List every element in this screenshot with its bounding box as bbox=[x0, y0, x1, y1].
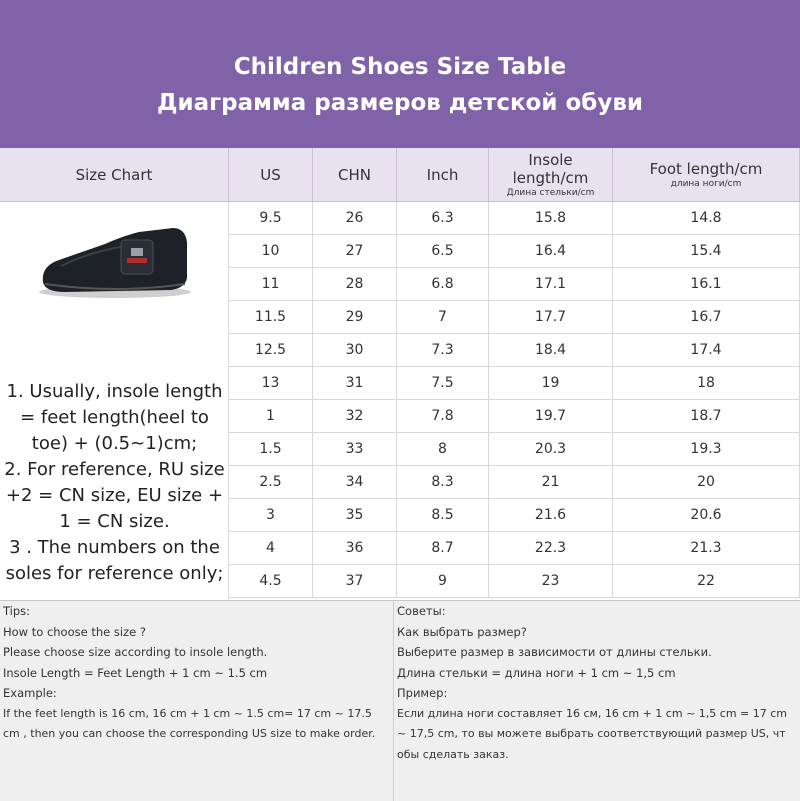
cell-chn: 36 bbox=[313, 532, 397, 565]
cell-inch: 6.3 bbox=[397, 202, 489, 235]
cell-us: 13 bbox=[229, 367, 313, 400]
title-banner bbox=[0, 0, 800, 148]
cell-insole: 17.1 bbox=[489, 268, 613, 301]
tips-russian bbox=[397, 601, 797, 765]
tip-line: cm , then you can choose the corresponding US size to make order. bbox=[3, 727, 376, 740]
cell-foot: 18 bbox=[613, 367, 800, 400]
cell-insole: 21.6 bbox=[489, 499, 613, 532]
title-russian: Диаграмма размеров детской обуви bbox=[156, 90, 644, 116]
cell-foot: 20.6 bbox=[613, 499, 800, 532]
cell-us: 11.5 bbox=[229, 301, 313, 334]
cell-chn: 35 bbox=[313, 499, 397, 532]
header-inch-label: Inch bbox=[426, 165, 459, 184]
tips-english bbox=[3, 601, 391, 745]
tip-line: Example: bbox=[3, 686, 57, 700]
header-foot-russian: длина ноги/cm bbox=[670, 179, 742, 189]
cell-us: 10 bbox=[229, 235, 313, 268]
cell-foot: 18.7 bbox=[613, 400, 800, 433]
cell-inch: 9 bbox=[397, 565, 489, 598]
left-info-column bbox=[0, 202, 229, 600]
cell-us: 1 bbox=[229, 400, 313, 433]
header-us-label: US bbox=[260, 165, 281, 184]
cell-us: 3 bbox=[229, 499, 313, 532]
cell-inch: 7.3 bbox=[397, 334, 489, 367]
cell-inch: 7 bbox=[397, 301, 489, 334]
cell-us: 2.5 bbox=[229, 466, 313, 499]
tip-line: How to choose the size ? bbox=[3, 624, 146, 639]
shoe-image bbox=[35, 222, 195, 302]
cell-chn: 29 bbox=[313, 301, 397, 334]
header-inch bbox=[397, 148, 489, 202]
cell-chn: 32 bbox=[313, 400, 397, 433]
cell-chn: 26 bbox=[313, 202, 397, 235]
cell-foot: 22 bbox=[613, 565, 800, 598]
cell-chn: 28 bbox=[313, 268, 397, 301]
tip-line: Длина стельки = длина ноги + 1 cm ~ 1,5 cm bbox=[397, 665, 676, 680]
cell-inch: 6.8 bbox=[397, 268, 489, 301]
cell-insole: 17.7 bbox=[489, 301, 613, 334]
cell-insole: 18.4 bbox=[489, 334, 613, 367]
cell-inch: 8.5 bbox=[397, 499, 489, 532]
note-line: 1 = CN size. bbox=[59, 511, 170, 532]
cell-chn: 33 bbox=[313, 433, 397, 466]
note-line: +2 = CN size, EU size + bbox=[5, 485, 224, 506]
cell-chn: 34 bbox=[313, 466, 397, 499]
note-line: soles for reference only; bbox=[5, 563, 224, 584]
cell-insole: 15.8 bbox=[489, 202, 613, 235]
header-us bbox=[229, 148, 313, 202]
note-line: 3 . The numbers on the bbox=[9, 537, 220, 558]
cell-inch: 8.3 bbox=[397, 466, 489, 499]
tip-line: обы сделать заказ. bbox=[397, 747, 509, 761]
cell-foot: 15.4 bbox=[613, 235, 800, 268]
cell-chn: 37 bbox=[313, 565, 397, 598]
cell-insole: 16.4 bbox=[489, 235, 613, 268]
cell-insole: 19 bbox=[489, 367, 613, 400]
cell-foot: 21.3 bbox=[613, 532, 800, 565]
size-notes bbox=[0, 379, 229, 587]
header-chn-label: CHN bbox=[338, 165, 371, 184]
note-line: 2. For reference, RU size bbox=[4, 459, 225, 480]
cell-us: 12.5 bbox=[229, 334, 313, 367]
header-insole-russian: Длина стельки/cm bbox=[506, 188, 595, 198]
header-chn bbox=[313, 148, 397, 202]
cell-us: 1.5 bbox=[229, 433, 313, 466]
tip-line: Выберите размер в зависимости от длины стельки. bbox=[397, 645, 712, 659]
tip-line: Tips: bbox=[3, 604, 31, 618]
tip-line: Пример: bbox=[397, 686, 448, 700]
cell-chn: 31 bbox=[313, 367, 397, 400]
header-size-chart-label: Size Chart bbox=[75, 165, 153, 184]
header-insole-unit: length/cm bbox=[512, 169, 589, 187]
cell-chn: 27 bbox=[313, 235, 397, 268]
header-size-chart bbox=[0, 148, 229, 202]
cell-inch: 7.8 bbox=[397, 400, 489, 433]
cell-inch: 8 bbox=[397, 433, 489, 466]
tips-divider bbox=[393, 601, 394, 801]
cell-insole: 20.3 bbox=[489, 433, 613, 466]
header-foot-length bbox=[613, 148, 800, 202]
tip-line: Советы: bbox=[397, 604, 446, 618]
cell-inch: 6.5 bbox=[397, 235, 489, 268]
cell-foot: 16.1 bbox=[613, 268, 800, 301]
cell-inch: 7.5 bbox=[397, 367, 489, 400]
tip-line: Please choose size according to insole length. bbox=[3, 645, 268, 659]
cell-us: 9.5 bbox=[229, 202, 313, 235]
cell-us: 11 bbox=[229, 268, 313, 301]
cell-chn: 30 bbox=[313, 334, 397, 367]
tip-line: ~ 17,5 cm, то вы можете выбрать соответствующий размер US, чт bbox=[397, 727, 786, 740]
note-line: = feet length(heel to bbox=[20, 407, 209, 428]
tip-line: If the feet length is 16 cm, 16 cm + 1 cm ~ 1.5 cm= 17 cm ~ 17.5 bbox=[3, 706, 372, 720]
cell-foot: 16.7 bbox=[613, 301, 800, 334]
cell-foot: 20 bbox=[613, 466, 800, 499]
cell-insole: 19.7 bbox=[489, 400, 613, 433]
header-insole bbox=[489, 148, 613, 202]
header-insole-label: Insole bbox=[528, 151, 573, 169]
cell-insole: 22.3 bbox=[489, 532, 613, 565]
cell-foot: 17.4 bbox=[613, 334, 800, 367]
title-english: Children Shoes Size Table bbox=[233, 54, 567, 80]
cell-us: 4 bbox=[229, 532, 313, 565]
tip-line: Если длина ноги составляет 16 см, 16 cm + 1 cm ~ 1,5 cm = 17 cm bbox=[397, 706, 788, 720]
note-line: 1. Usually, insole length bbox=[6, 381, 223, 402]
cell-inch: 8.7 bbox=[397, 532, 489, 565]
cell-us: 4.5 bbox=[229, 565, 313, 598]
cell-foot: 19.3 bbox=[613, 433, 800, 466]
size-table bbox=[0, 148, 800, 600]
tips-section bbox=[0, 600, 800, 801]
tip-line: Как выбрать размер? bbox=[397, 624, 527, 639]
header-foot-label: Foot length/cm bbox=[649, 160, 763, 178]
cell-insole: 23 bbox=[489, 565, 613, 598]
tip-line: Insole Length = Feet Length + 1 cm ~ 1.5 cm bbox=[3, 665, 268, 680]
cell-foot: 14.8 bbox=[613, 202, 800, 235]
note-line: toe) + (0.5~1)cm; bbox=[31, 433, 198, 454]
cell-insole: 21 bbox=[489, 466, 613, 499]
